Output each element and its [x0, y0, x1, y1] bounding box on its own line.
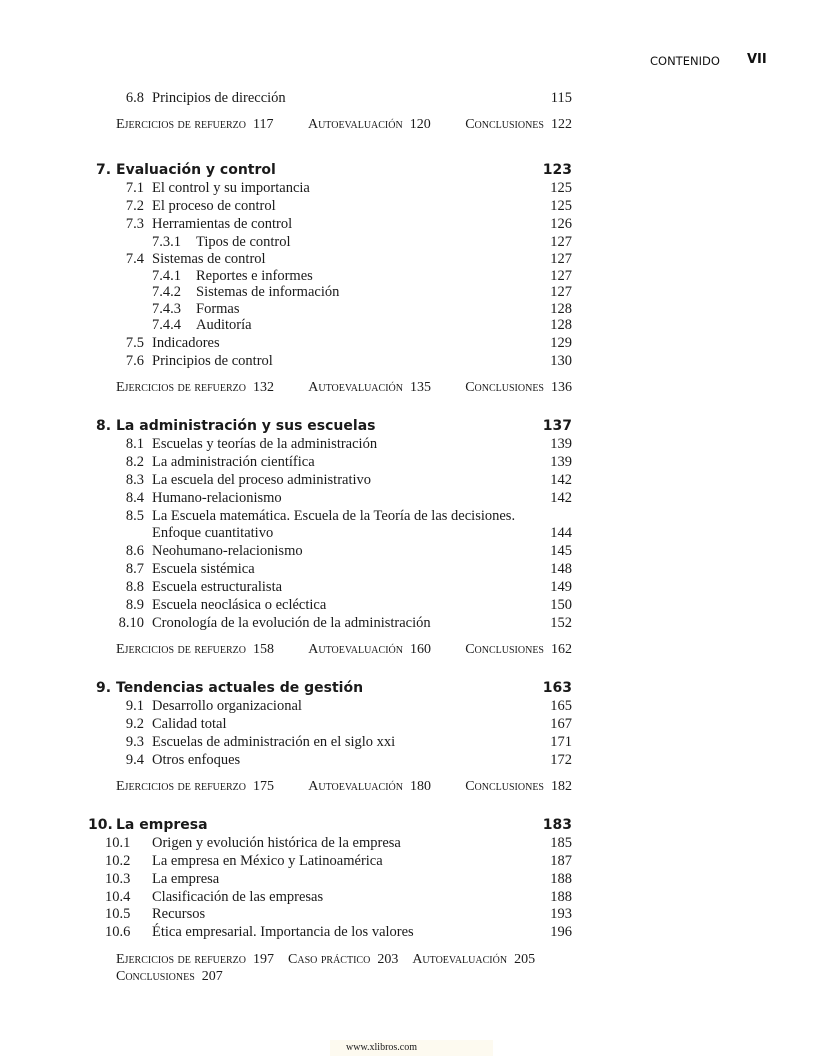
section-number: 8.2	[125, 454, 144, 470]
section-page: 128	[550, 301, 572, 317]
toc-section-entry	[0, 215, 828, 233]
section-page: 172	[550, 752, 572, 768]
toc-section-entry	[0, 834, 828, 852]
extras-item	[308, 379, 431, 396]
section-title: La empresa	[152, 871, 220, 887]
section-page: 187	[550, 853, 572, 869]
toc-section-entry	[0, 870, 828, 888]
section-title: Cronología de la evolución de la administración	[152, 615, 431, 631]
chapter-extras	[116, 641, 572, 658]
extras-label: Conclusiones	[465, 642, 544, 657]
toc-section-entry	[0, 751, 828, 769]
toc-section-entry	[0, 888, 828, 906]
extras-page: 180	[409, 779, 431, 794]
extras-label: Ejercicios de refuerzo	[116, 642, 247, 657]
chapter-number: 8.	[96, 418, 112, 434]
chapter-number: 10.	[88, 817, 113, 833]
chapter-extras	[116, 379, 572, 396]
toc-section-entry	[0, 233, 828, 251]
section-page: 150	[550, 597, 572, 613]
section-title: Herramientas de control	[152, 216, 293, 232]
section-page: 142	[550, 472, 572, 488]
extras-page: 182	[551, 779, 572, 794]
toc-section-entry	[0, 852, 828, 870]
extras-page: 136	[551, 380, 572, 395]
extras-page: 135	[409, 380, 431, 395]
extras-label: Conclusiones	[465, 779, 544, 794]
section-title: Recursos	[152, 906, 206, 922]
section-title: Escuelas y teorías de la administración	[152, 436, 378, 452]
section-page: 130	[550, 353, 572, 369]
section-page: 167	[550, 716, 572, 732]
section-number: 7.2	[125, 198, 144, 214]
section-number: 7.1	[125, 180, 144, 196]
toc-section-entry	[0, 179, 828, 197]
section-number: 8.5	[125, 508, 144, 524]
extras-label: Autoevaluación	[307, 117, 403, 132]
toc-chapter-heading	[0, 161, 828, 179]
section-title: Calidad total	[152, 716, 227, 732]
section-number: 10.6	[105, 924, 131, 940]
section-title: Otros enfoques	[152, 752, 241, 768]
section-page: 142	[550, 490, 572, 506]
section-number: 7.4.3	[152, 301, 181, 317]
section-page: 188	[550, 889, 572, 905]
toc-section-entry	[0, 453, 828, 471]
extras-page: 203	[377, 952, 399, 967]
chapter-title: La administración y sus escuelas	[116, 418, 376, 434]
toc-section-entry	[0, 733, 828, 751]
toc-section-entry	[0, 352, 828, 370]
extras-page: 197	[253, 952, 275, 967]
section-title: Escuelas de administración en el siglo xxi	[152, 734, 396, 750]
chapter-extras	[116, 116, 572, 133]
section-title: Sistemas de información	[196, 284, 340, 300]
toc-section-entry	[0, 89, 828, 107]
chapter-page: 183	[542, 817, 572, 833]
extras-label: Ejercicios de refuerzo	[116, 952, 247, 967]
chapter-title: La empresa	[116, 817, 208, 833]
extras-label: Ejercicios de refuerzo	[116, 380, 247, 395]
chapter-number: 7.	[96, 162, 112, 178]
toc-section-entry	[0, 250, 828, 268]
section-title: Escuela sistémica	[152, 561, 255, 577]
section-title: Neohumano-relacionismo	[152, 543, 303, 559]
section-number: 7.4.2	[152, 284, 181, 300]
extras-page: 162	[551, 642, 572, 657]
section-page: 139	[550, 454, 572, 470]
toc-section-entry	[0, 197, 828, 215]
section-page: 127	[550, 284, 572, 300]
extras-item	[116, 778, 274, 795]
section-number: 8.8	[125, 579, 144, 595]
section-number: 7.6	[125, 353, 144, 369]
toc-section-entry	[0, 697, 828, 715]
extras-page: 117	[253, 117, 274, 132]
section-title: Principios de dirección	[152, 90, 286, 106]
extras-item	[116, 641, 274, 658]
section-title: Indicadores	[152, 335, 220, 351]
section-number: 10.3	[105, 871, 131, 887]
section-number: 10.1	[105, 835, 131, 851]
section-page: 127	[550, 251, 572, 267]
extras-page: 122	[550, 117, 572, 132]
toc-section-entry	[0, 334, 828, 352]
extras-label: Autoevaluación	[308, 779, 403, 794]
extras-item	[465, 379, 572, 396]
toc-section-entry	[0, 283, 828, 301]
section-page: 115	[550, 90, 572, 106]
section-number: 7.4.1	[152, 268, 181, 284]
extras-item	[116, 951, 274, 968]
section-title: Origen y evolución histórica de la empresa	[152, 835, 401, 851]
section-page: 129	[550, 335, 572, 351]
extras-label: Autoevaluación	[308, 380, 403, 395]
extras-label: Autoevaluación	[308, 642, 403, 657]
section-number: 10.5	[105, 906, 131, 922]
extras-page: 120	[409, 117, 431, 132]
extras-label: Conclusiones	[465, 380, 544, 395]
extras-item	[308, 641, 431, 658]
section-number: 7.3.1	[152, 234, 181, 250]
section-title: Escuela neoclásica o ecléctica	[152, 597, 327, 613]
toc-section-entry	[0, 578, 828, 596]
section-page: 145	[550, 543, 572, 559]
toc-section-entry	[0, 471, 828, 489]
toc-section-entry	[0, 614, 828, 632]
section-page: 152	[550, 615, 572, 631]
section-title: Desarrollo organizacional	[152, 698, 302, 714]
toc-section-entry	[0, 489, 828, 507]
extras-label: Ejercicios de refuerzo	[116, 779, 247, 794]
extras-label: Autoevaluación	[412, 952, 508, 967]
section-title: La escuela del proceso administrativo	[152, 472, 372, 488]
section-title: Ética empresarial. Importancia de los valores	[152, 924, 414, 940]
section-number: 8.9	[125, 597, 144, 613]
extras-item	[116, 116, 274, 133]
section-number: 9.3	[125, 734, 144, 750]
toc-chapter-heading	[0, 417, 828, 435]
extras-page: 205	[514, 952, 536, 967]
section-title: Humano-relacionismo	[152, 490, 282, 506]
toc-section-entry	[0, 596, 828, 614]
toc-section-entry	[0, 560, 828, 578]
extras-page: 132	[253, 380, 275, 395]
footer-watermark: www.xlibros.com	[330, 1040, 493, 1056]
section-title: Escuela estructuralista	[152, 579, 283, 595]
section-number: 8.4	[125, 490, 144, 506]
section-title: Tipos de control	[196, 234, 291, 250]
section-number: 8.3	[125, 472, 144, 488]
section-number: 8.10	[118, 615, 144, 631]
extras-item	[465, 641, 572, 658]
chapter-extras	[116, 778, 572, 795]
toc-section-entry	[0, 542, 828, 560]
section-number: 8.1	[125, 436, 144, 452]
section-title-continued: Enfoque cuantitativo	[152, 525, 274, 541]
toc-section-entry	[0, 715, 828, 733]
section-page: 125	[550, 198, 572, 214]
toc-section-entry	[0, 507, 828, 525]
extras-item	[308, 778, 431, 795]
section-page: 139	[550, 436, 572, 452]
chapter-extras	[116, 951, 578, 985]
section-title: Principios de control	[152, 353, 273, 369]
extras-label: Ejercicios de refuerzo	[116, 117, 247, 132]
section-title: Reportes e informes	[196, 268, 313, 284]
extras-page: 158	[253, 642, 275, 657]
toc-section-entry	[0, 316, 828, 334]
chapter-number: 9.	[96, 680, 112, 696]
section-title: Formas	[196, 301, 240, 317]
section-page: 149	[550, 579, 572, 595]
section-number: 7.4	[125, 251, 144, 267]
extras-item	[288, 951, 398, 968]
section-page: 127	[550, 234, 572, 250]
section-page: 128	[550, 317, 572, 333]
section-number: 8.6	[125, 543, 144, 559]
chapter-page: 137	[542, 418, 572, 434]
extras-item	[308, 116, 431, 133]
extras-item	[116, 968, 223, 985]
toc-chapter-heading	[0, 679, 828, 697]
section-page: 196	[550, 924, 572, 940]
extras-item	[465, 778, 572, 795]
section-title: Auditoría	[196, 317, 252, 333]
section-number: 7.5	[125, 335, 144, 351]
extras-label: Conclusiones	[116, 969, 195, 984]
toc-section-entry-continued	[0, 524, 828, 542]
running-header-title: CONTENIDO	[650, 54, 720, 68]
section-page: 126	[550, 216, 572, 232]
section-number: 7.3	[125, 216, 144, 232]
section-number: 7.4.4	[152, 317, 181, 333]
section-title: La administración científica	[152, 454, 315, 470]
section-title: Clasificación de las empresas	[152, 889, 324, 905]
section-page: 193	[550, 906, 572, 922]
section-page: 185	[550, 835, 572, 851]
extras-page: 160	[409, 642, 431, 657]
extras-page: 207	[201, 969, 223, 984]
toc-section-entry	[0, 923, 828, 941]
chapter-title: Tendencias actuales de gestión	[116, 680, 364, 696]
section-title: Sistemas de control	[152, 251, 266, 267]
section-title: La Escuela matemática. Escuela de la Teoría de las decisiones.	[152, 508, 516, 524]
section-page: 165	[550, 698, 572, 714]
section-title: La empresa en México y Latinoamérica	[152, 853, 383, 869]
extras-label: Caso práctico	[288, 952, 371, 967]
chapter-page: 163	[542, 680, 572, 696]
section-number: 6.8	[125, 90, 144, 106]
section-title: El proceso de control	[152, 198, 276, 214]
section-page: 144	[550, 525, 572, 541]
section-page: 188	[550, 871, 572, 887]
section-page: 125	[550, 180, 572, 196]
section-number: 9.4	[125, 752, 144, 768]
section-number: 10.4	[105, 889, 131, 905]
toc-section-entry	[0, 435, 828, 453]
extras-item	[412, 951, 535, 968]
section-number: 10.2	[105, 853, 131, 869]
section-page: 127	[550, 268, 572, 284]
chapter-title: Evaluación y control	[116, 162, 276, 178]
section-page: 148	[550, 561, 572, 577]
section-number: 9.2	[125, 716, 144, 732]
page-number: VII	[747, 52, 767, 67]
section-number: 8.7	[125, 561, 144, 577]
toc-chapter-heading	[0, 816, 828, 834]
extras-label: Conclusiones	[465, 117, 544, 132]
toc-section-entry	[0, 905, 828, 923]
section-title: El control y su importancia	[152, 180, 310, 196]
section-page: 171	[550, 734, 572, 750]
extras-item	[465, 116, 572, 133]
chapter-page: 123	[542, 162, 572, 178]
section-number: 9.1	[125, 698, 144, 714]
extras-page: 175	[253, 779, 275, 794]
extras-item	[116, 379, 274, 396]
